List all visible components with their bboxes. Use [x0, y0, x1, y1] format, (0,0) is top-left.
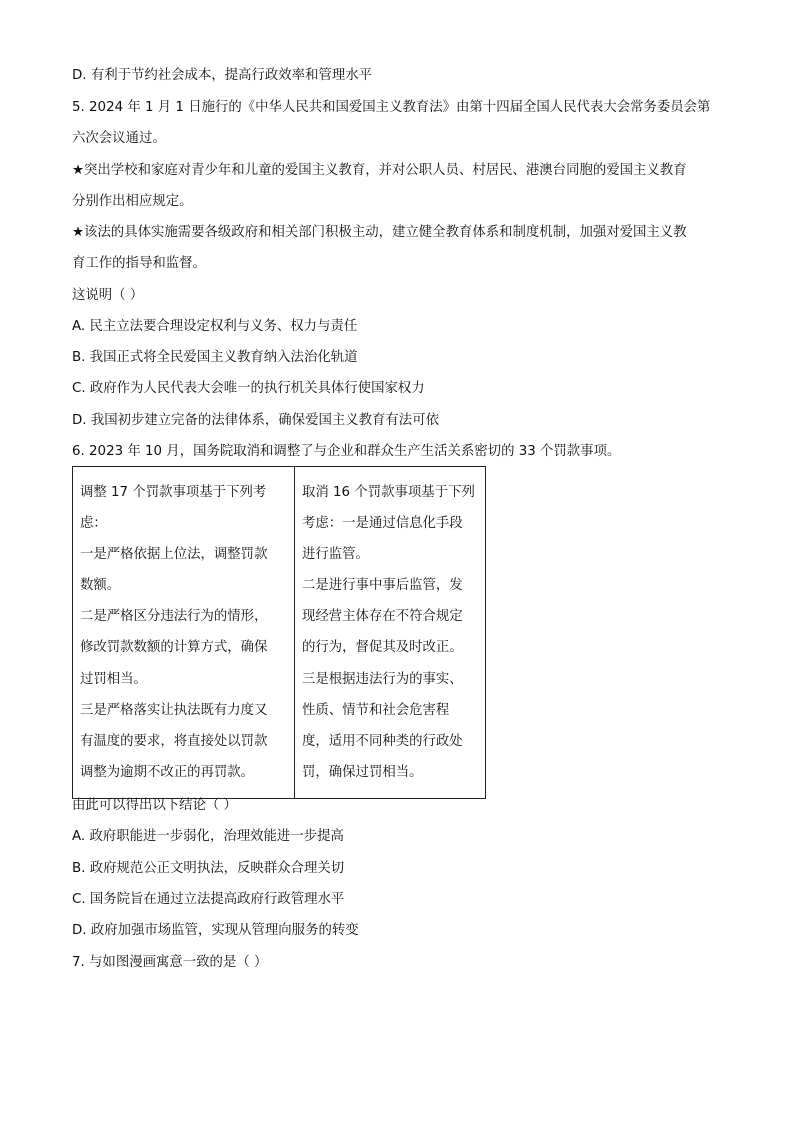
q6-option-a: A. 政府职能进一步弱化，治理效能进一步提高: [72, 829, 344, 844]
q5-point2-line2: 育工作的指导和监督。: [72, 256, 206, 271]
cell-text-line: 有温度的要求，将直接处以罚款: [80, 733, 268, 749]
cell-text-line: 调整为逾期不改正的再罚款。: [80, 764, 255, 780]
q6-stem: 6. 2023 年 10 月，国务院取消和调整了与企业和群众生产生活关系密切的 33 个罚款事项。: [72, 444, 621, 459]
q5-option-a: A. 民主立法要合理设定权利与义务、权力与责任: [72, 319, 358, 334]
cell-text-line: 的行为，督促其及时改正。: [302, 640, 463, 656]
cell-text-line: 三是严格落实让执法既有力度又: [80, 702, 268, 718]
cell-text-line: 罚，确保过罚相当。: [302, 764, 423, 780]
cell-text-line: 二是严格区分违法行为的情形，: [80, 609, 268, 625]
q6-option-b: B. 政府规范公正文明执法，反映群众合理关切: [72, 861, 345, 876]
cell-text-line: 性质、情节和社会危害程: [302, 702, 450, 718]
q4-option-d: D. 有利于节约社会成本，提高行政效率和管理水平: [72, 68, 373, 83]
q5-stem-line1: 5. 2024 年 1 月 1 日施行的《中华人民共和国爱国主义教育法》由第十四届全国人民代表大会常务委员会第: [72, 100, 711, 115]
cell-text-line: 过罚相当。: [80, 671, 147, 687]
cell-text-line: 度，适用不同种类的行政处: [302, 733, 463, 749]
q5-point1-line2: 分别作出相应规定。: [72, 194, 193, 209]
q6-option-c: C. 国务院旨在通过立法提高政府行政管理水平: [72, 892, 345, 907]
cell-text-line: 进行监管。: [302, 547, 369, 563]
q7-stem: 7. 与如图漫画寓意一致的是（ ）: [72, 955, 268, 970]
q5-option-b: B. 我国正式将全民爱国主义教育纳入法治化轨道: [72, 350, 358, 365]
cell-text-line: 调整 17 个罚款事项基于下列考: [80, 485, 267, 500]
cell-text-line: 修改罚款数额的计算方式，确保: [80, 640, 268, 656]
cell-text-line: 一是严格依据上位法，调整罚款: [80, 547, 268, 563]
q5-prompt: 这说明（ ）: [72, 288, 144, 303]
cell-text-line: 三是根据违法行为的事实、: [302, 671, 463, 687]
q5-point2-line1: ★该法的具体实施需要各级政府和相关部门积极主动，建立健全教育体系和制度机制，加强对爱国主义教: [72, 225, 687, 240]
table-cell-cancel: [295, 467, 486, 799]
cell-text-line: 取消 16 个罚款事项基于下列: [302, 485, 475, 500]
cell-text-line: 现经营主体存在不符合规定: [302, 609, 463, 625]
cell-text-line: 考虑：一是通过信息化手段: [302, 516, 463, 532]
table-cell-adjust: [73, 467, 295, 799]
cell-text-line: 虑：: [80, 516, 107, 532]
q6-option-d: D. 政府加强市场监管，实现从管理向服务的转变: [72, 923, 359, 938]
q5-stem-line2: 六次会议通过。: [72, 131, 166, 146]
q6-prompt: 由此可以得出以下结论（ ）: [72, 798, 237, 813]
q5-option-c: C. 政府作为人民代表大会唯一的执行机关具体行使国家权力: [72, 381, 425, 396]
q5-option-d: D. 我国初步建立完备的法律体系，确保爱国主义教育有法可依: [72, 413, 439, 428]
q6-material-table: [72, 466, 486, 799]
cell-text-line: 数额。: [80, 578, 121, 594]
cell-text-line: 二是进行事中事后监管，发: [302, 578, 463, 594]
q5-point1-line1: ★突出学校和家庭对青少年和儿童的爱国主义教育，并对公职人员、村居民、港澳台同胞的爱国主义教育: [72, 163, 687, 178]
